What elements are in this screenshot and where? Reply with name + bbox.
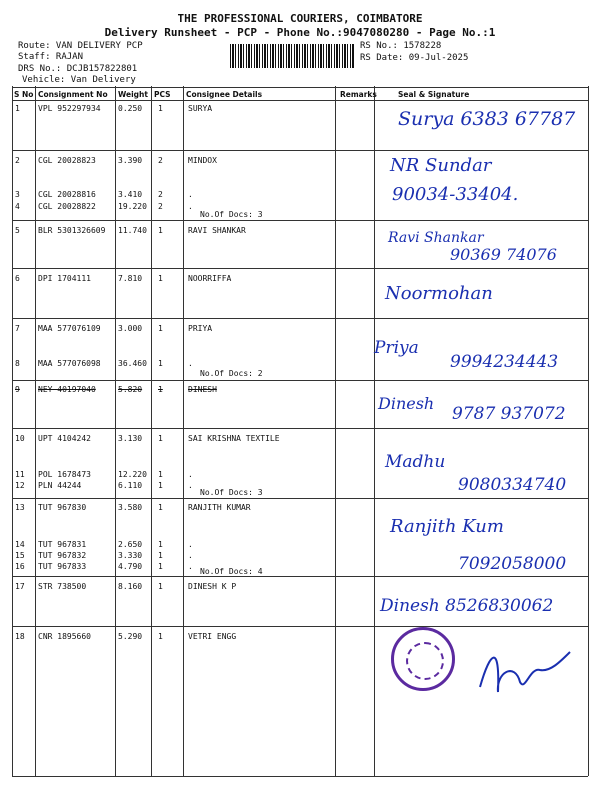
- col-border: [151, 86, 152, 776]
- col-border: [35, 86, 36, 776]
- cell-consignee: RANJITH KUMAR: [188, 503, 251, 512]
- cell-consignee: .: [188, 551, 193, 560]
- cell-pcs: 1: [158, 551, 163, 560]
- cell-wt: 3.130: [118, 434, 143, 443]
- cell-sno: 1: [15, 104, 20, 113]
- phone-row-13: 7092058000: [458, 554, 567, 574]
- col-header-consignment: Consignment No: [38, 90, 108, 99]
- cell-wt: 3.390: [118, 156, 143, 165]
- route-label: Route: VAN DELIVERY PCP: [18, 41, 143, 51]
- signature-row-10: Madhu: [385, 452, 446, 472]
- cell-pcs: 1: [158, 104, 163, 113]
- col-header-remarks: Remarks: [340, 90, 377, 99]
- doc-count-note: No.Of Docs: 2: [200, 369, 263, 378]
- cell-consignee: .: [188, 190, 193, 199]
- cell-pcs: 1: [158, 434, 163, 443]
- cell-wt: 19.220: [118, 202, 147, 211]
- cell-sno: 14: [15, 540, 25, 549]
- cell-wt: 3.330: [118, 551, 143, 560]
- cell-pcs: 1: [158, 274, 163, 283]
- table-top-border: [12, 87, 588, 88]
- cell-cn: CGL 20028822: [38, 202, 96, 211]
- cell-pcs: 1: [158, 226, 163, 235]
- cell-cn: UPT 4104242: [38, 434, 91, 443]
- cell-pcs: 1: [158, 503, 163, 512]
- col-border: [115, 86, 116, 776]
- cell-wt: 12.220: [118, 470, 147, 479]
- header-divider: [12, 100, 588, 101]
- cell-consignee: MINDOX: [188, 156, 217, 165]
- cell-sno: 5: [15, 226, 20, 235]
- cell-consignee: .: [188, 202, 193, 211]
- cell-pcs: 2: [158, 202, 163, 211]
- col-border: [374, 86, 375, 776]
- cell-cn: TUT 967830: [38, 503, 87, 512]
- cell-sno: 11: [15, 470, 25, 479]
- signature-row-1: Surya 6383 67787: [398, 108, 576, 130]
- cell-cn: NEY 40197040: [38, 385, 96, 394]
- cell-consignee: SAI KRISHNA TEXTILE: [188, 434, 280, 443]
- cell-pcs: 1: [158, 540, 163, 549]
- company-title: THE PROFESSIONAL COURIERS, COIMBATORE: [177, 12, 423, 25]
- col-header-weight: Weight: [118, 90, 148, 99]
- drs-number: DRS No.: DCJB157822801: [18, 64, 138, 74]
- cell-cn: CNR 1895660: [38, 632, 91, 641]
- staff-label: Staff: RAJAN: [18, 52, 84, 62]
- cell-sno: 2: [15, 156, 20, 165]
- cell-cn: DPI 1704111: [38, 274, 91, 283]
- doc-count-note: No.Of Docs: 3: [200, 488, 263, 497]
- col-header-pcs: PCS: [154, 90, 171, 99]
- cell-wt: 4.790: [118, 562, 143, 571]
- cell-cn: CGL 20028823: [38, 156, 96, 165]
- cell-cn: CGL 20028816: [38, 190, 96, 199]
- cell-consignee: SURYA: [188, 104, 213, 113]
- signature-row-2: NR Sundar: [390, 155, 492, 176]
- phone-row-9: 9787 937072: [452, 404, 566, 424]
- cell-consignee: VETRI ENGG: [188, 632, 237, 641]
- doc-count-note: No.Of Docs: 3: [200, 210, 263, 219]
- cell-consignee: PRIYA: [188, 324, 213, 333]
- cell-consignee: DINESH K P: [188, 582, 237, 591]
- cell-consignee: .: [188, 359, 193, 368]
- cell-sno: 10: [15, 434, 25, 443]
- cell-wt: 36.460: [118, 359, 147, 368]
- phone-row-2: 90034-33404.: [392, 184, 519, 205]
- cell-sno: 7: [15, 324, 20, 333]
- cell-consignee: .: [188, 470, 193, 479]
- signature-row-5: Ravi Shankar: [388, 230, 484, 246]
- cell-cn: MAA 577076098: [38, 359, 101, 368]
- cell-pcs: 1: [158, 470, 163, 479]
- cell-wt: 6.110: [118, 481, 143, 490]
- row-divider: [12, 220, 588, 221]
- col-header-consignee: Consignee Details: [186, 90, 263, 99]
- row-divider: [12, 576, 588, 577]
- cell-pcs: 1: [158, 582, 163, 591]
- col-header-signature: Seal & Signature: [398, 90, 470, 99]
- phone-row-5: 90369 74076: [450, 245, 557, 264]
- cell-consignee: .: [188, 540, 193, 549]
- row-divider: [12, 318, 588, 319]
- cell-cn: VPL 952297934: [38, 104, 101, 113]
- cell-consignee: DINESH: [188, 385, 217, 394]
- cell-pcs: 1: [158, 324, 163, 333]
- cell-sno: 17: [15, 582, 25, 591]
- cell-wt: 11.740: [118, 226, 147, 235]
- cell-wt: 3.410: [118, 190, 143, 199]
- cell-sno: 9: [15, 385, 20, 394]
- cell-wt: 3.580: [118, 503, 143, 512]
- signature-row-17: Dinesh 8526830062: [380, 596, 554, 616]
- cell-cn: MAA 577076109: [38, 324, 101, 333]
- row-divider: [12, 380, 588, 381]
- cell-cn: STR 738500: [38, 582, 87, 591]
- row-divider: [12, 268, 588, 269]
- signature-row-13: Ranjith Kum: [390, 516, 504, 537]
- cell-consignee: .: [188, 562, 193, 571]
- cell-sno: 18: [15, 632, 25, 641]
- cell-sno: 8: [15, 359, 20, 368]
- cell-wt: 3.000: [118, 324, 143, 333]
- cell-consignee: .: [188, 481, 193, 490]
- rs-date: RS Date: 09-Jul-2025: [360, 53, 469, 63]
- row-divider: [12, 498, 588, 499]
- cell-sno: 4: [15, 202, 20, 211]
- cell-wt: 5.820: [118, 385, 143, 394]
- row-divider: [12, 626, 588, 627]
- cell-pcs: 2: [158, 190, 163, 199]
- cell-cn: TUT 967832: [38, 551, 87, 560]
- phone-row-8: 9994234443: [450, 352, 559, 372]
- cell-pcs: 2: [158, 156, 163, 165]
- cell-cn: POL 1678473: [38, 470, 91, 479]
- cell-wt: 8.160: [118, 582, 143, 591]
- runsheet-subtitle: Delivery Runsheet - PCP - Phone No.:9047080280 - Page No.:1: [104, 26, 496, 39]
- signature-row-7: Priya: [374, 338, 419, 358]
- cell-cn: PLN 44244: [38, 481, 82, 490]
- col-header-sno: S No: [14, 90, 34, 99]
- cell-pcs: 1: [158, 481, 163, 490]
- cell-sno: 6: [15, 274, 20, 283]
- rs-number: RS No.: 1578228: [360, 41, 442, 51]
- col-border: [183, 86, 184, 776]
- cell-consignee: NOORRIFFA: [188, 274, 232, 283]
- cell-wt: 0.250: [118, 104, 143, 113]
- company-seal-stamp: [391, 627, 455, 691]
- barcode: [230, 44, 355, 68]
- cell-sno: 12: [15, 481, 25, 490]
- cell-sno: 13: [15, 503, 25, 512]
- cell-pcs: 1: [158, 359, 163, 368]
- cell-pcs: 1: [158, 385, 163, 394]
- cell-wt: 2.650: [118, 540, 143, 549]
- signature-row-9: Dinesh: [378, 394, 435, 413]
- cell-sno: 3: [15, 190, 20, 199]
- cell-sno: 16: [15, 562, 25, 571]
- col-border: [335, 86, 336, 776]
- cell-cn: TUT 967831: [38, 540, 87, 549]
- handwritten-signature: [470, 632, 580, 702]
- col-border: [588, 86, 589, 776]
- cell-wt: 5.290: [118, 632, 143, 641]
- table-bottom-border: [12, 776, 588, 777]
- row-divider: [12, 428, 588, 429]
- cell-sno: 15: [15, 551, 25, 560]
- cell-cn: BLR 5301326609: [38, 226, 106, 235]
- cell-pcs: 1: [158, 562, 163, 571]
- phone-row-10: 9080334740: [458, 475, 567, 495]
- doc-count-note: No.Of Docs: 4: [200, 567, 263, 576]
- cell-pcs: 1: [158, 632, 163, 641]
- cell-wt: 7.810: [118, 274, 143, 283]
- row-divider: [12, 150, 588, 151]
- signature-row-6: Noormohan: [385, 283, 493, 304]
- cell-consignee: RAVI SHANKAR: [188, 226, 246, 235]
- col-border: [12, 86, 13, 776]
- vehicle-label: Vehicle: Van Delivery: [22, 75, 136, 85]
- cell-cn: TUT 967833: [38, 562, 87, 571]
